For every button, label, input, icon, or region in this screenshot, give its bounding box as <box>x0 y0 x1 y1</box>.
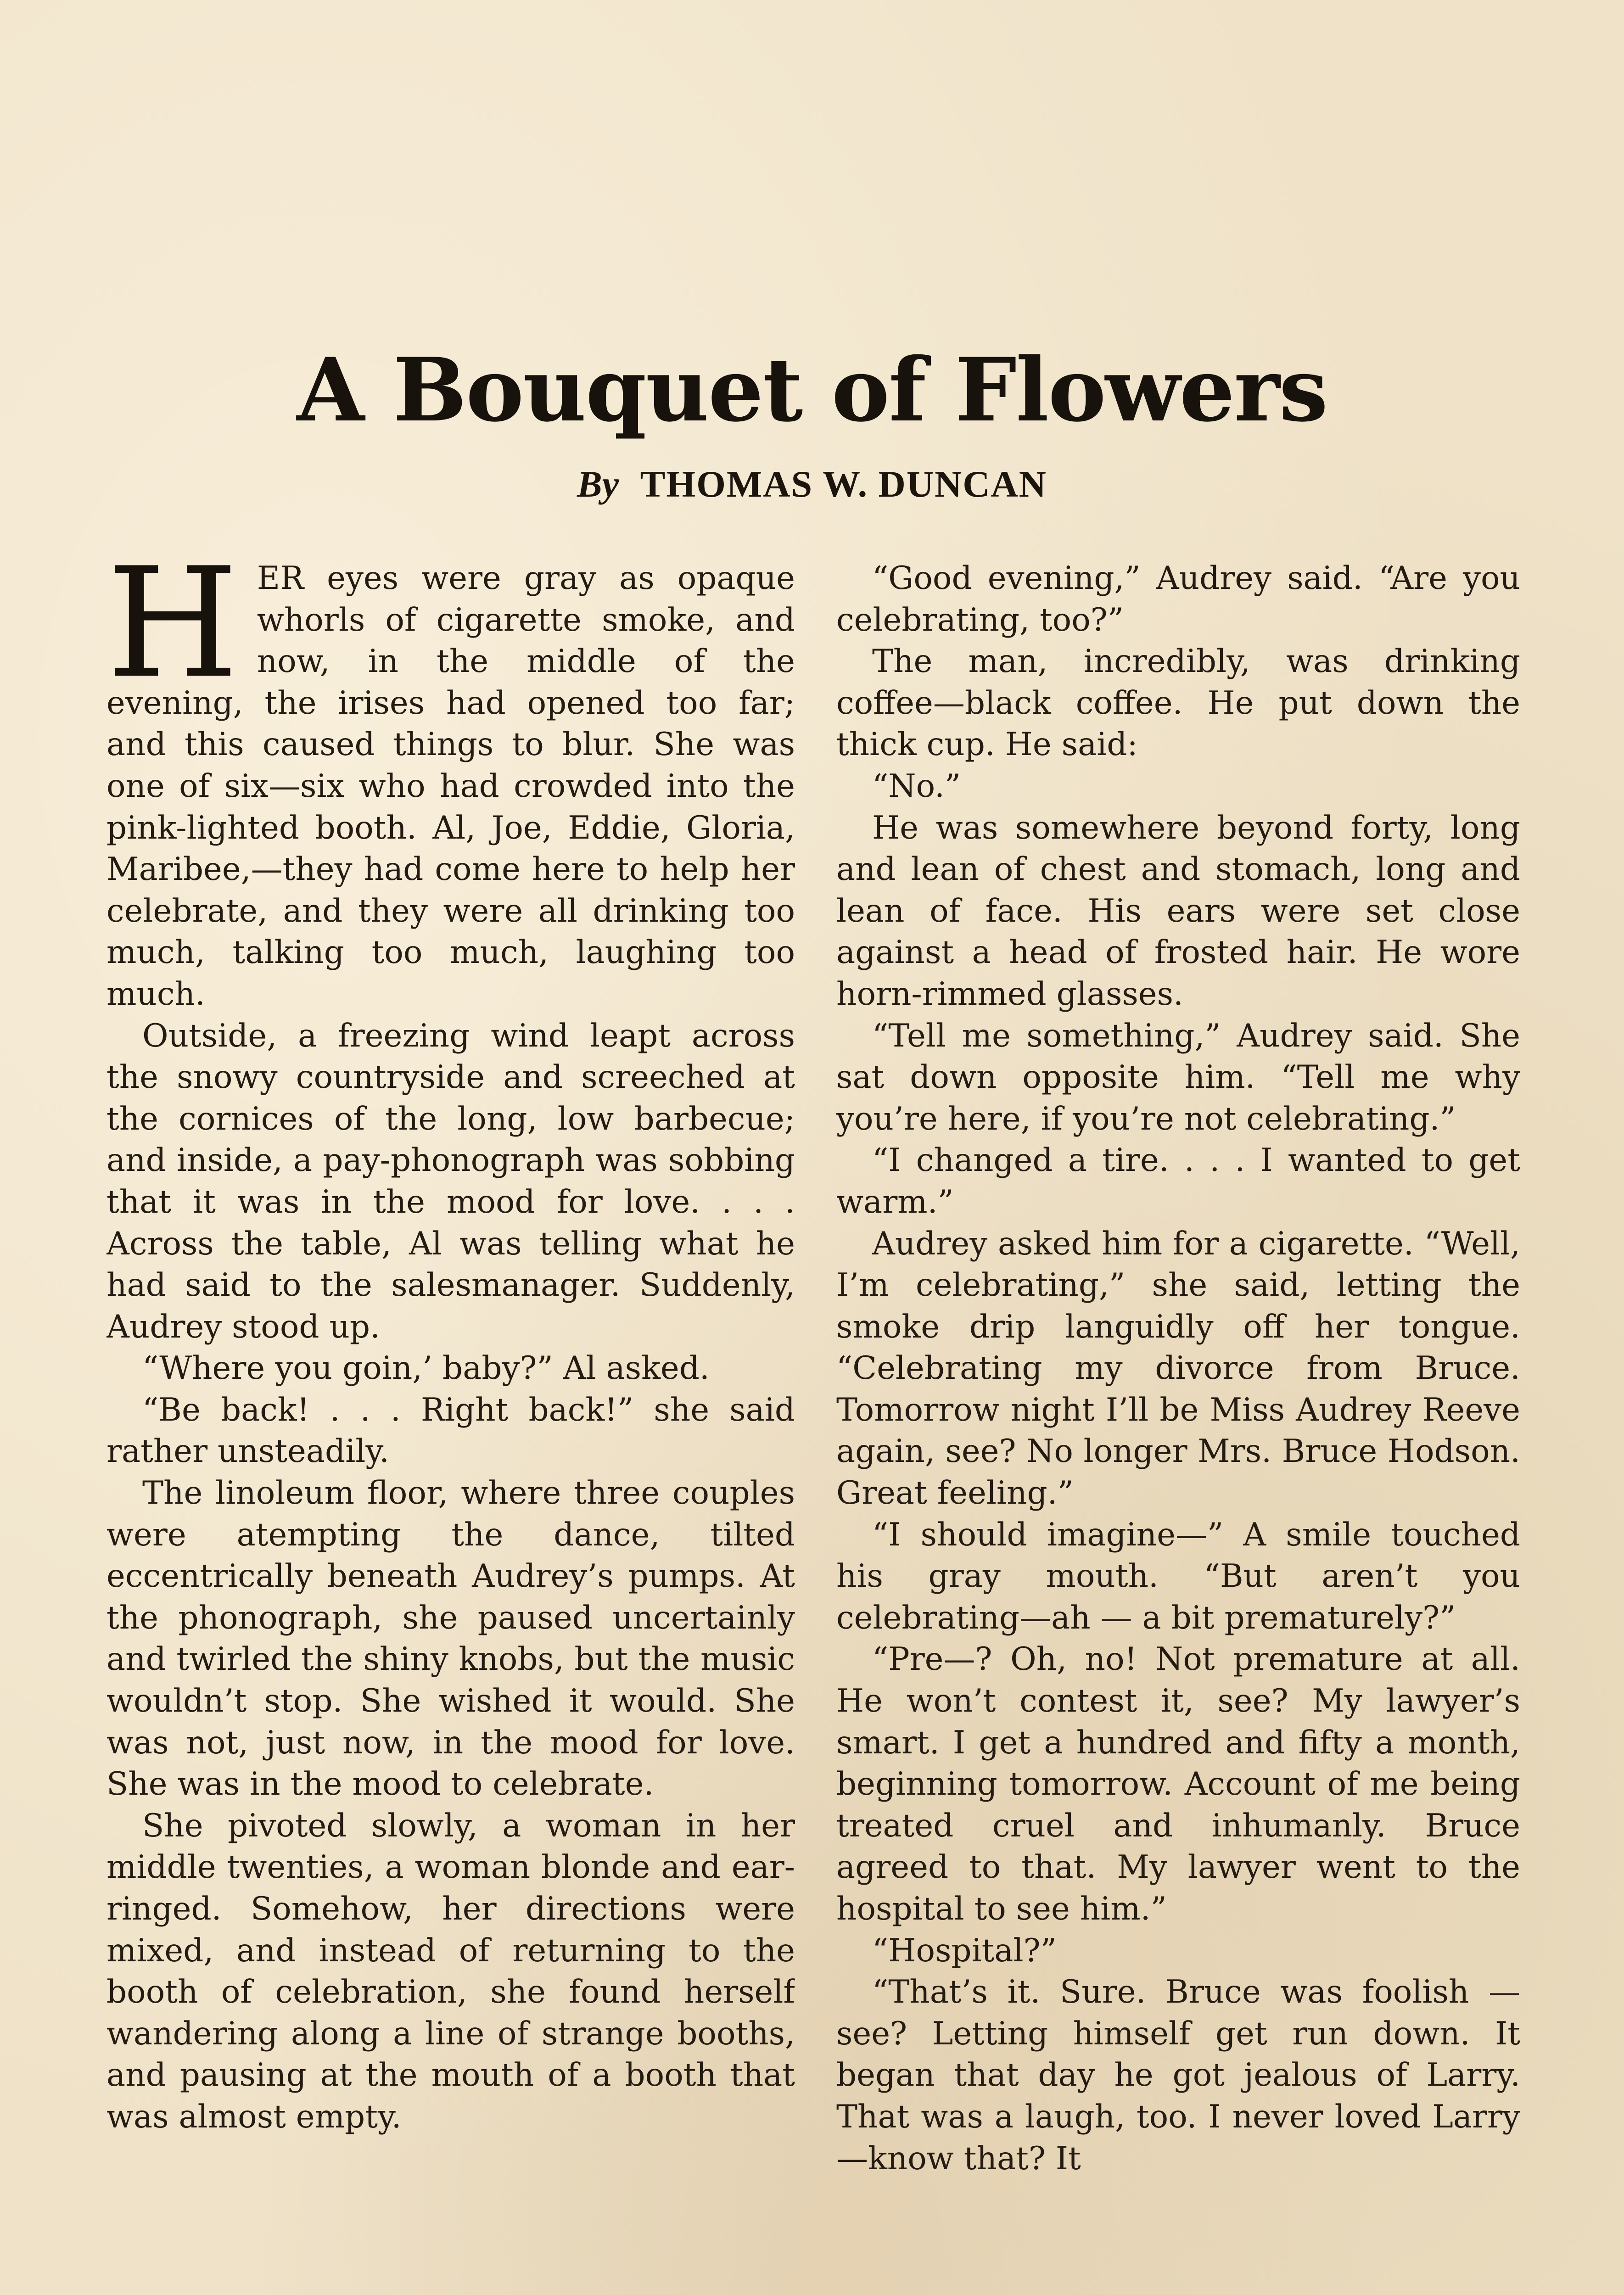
text-column-right <box>836 558 1520 2295</box>
paragraph: “Where you goin,’ baby?” Al asked. <box>142 1350 710 1387</box>
paragraph: “Pre—? Oh, no! Not premature at all. He won’t contest it, see? My lawyer’s smart. I get a hundred and fifty a month, beginning tomorrow. Account of me being treated cruel and inhumanly. Bruce agreed to that. My lawyer went to the hospital to see him.” <box>836 1641 1520 1927</box>
paragraph: “Hospital?” <box>872 1932 1057 1969</box>
paragraph: The man, incredibly, was drinking coffee—black coffee. He put down the thick cup. He said: <box>836 643 1520 763</box>
paragraph: “No.” <box>872 767 961 805</box>
paragraph: The linoleum floor, where three couples were atempting the dance, tilted eccentrically beneath Audrey’s pumps. At the phonograph, she paused uncertainly and twirled the shiny knobs, but the music wouldn’t stop. She wished it would. She was not, just now, in the mood for love. She was in the mood to celebrate. <box>106 1475 795 1803</box>
author-name: THOMAS W. DUNCAN <box>640 463 1047 505</box>
byline <box>0 461 1624 507</box>
paragraph: She pivoted slowly, a woman in her middle twenties, a woman blonde and ear-ringed. Somehow, her directions were mixed, and instead of returning to the booth of celebration, she found herself wandering along a line of strange booths, and pausing at the mouth of a booth that was almost empty. <box>106 1807 795 2135</box>
paragraph: “Good evening,” Audrey said. “Are you celebrating, too?” <box>836 560 1520 638</box>
text-column-left <box>106 558 795 2295</box>
paragraph: “I changed a tire. . . . I wanted to get warm.” <box>836 1142 1520 1220</box>
paragraph: “That’s it. Sure. Bruce was foolish — see? Letting himself get run down. It began that day he got jealous of Larry. That was a laugh, too. I never loved Larry—know that? It <box>836 1974 1520 2177</box>
paragraph <box>106 558 795 1015</box>
story-title: A Bouquet of Flowers <box>297 339 1327 441</box>
paragraph: “Be back! . . . Right back!” she said rather unsteadily. <box>106 1391 795 1470</box>
byline-prefix: By <box>577 463 619 505</box>
paragraph: “I should imagine—” A smile touched his gray mouth. “But aren’t you celebrating—ah — a bit prematurely?” <box>836 1516 1520 1636</box>
paragraph: Outside, a freezing wind leapt across the snowy countryside and screeched at the cornices of the long, low barbecue; and inside, a pay-phonograph was sobbing that it was in the mood for love. . . . Across the table, Al was telling what he had said to the salesmanager. Suddenly, Audrey stood up. <box>106 1017 795 1345</box>
paragraph: Audrey asked him for a cigarette. “Well, I’m celebrating,” she said, letting the smoke drip languidly off her tongue. “Celebrating my divorce from Bruce. Tomorrow night I’ll be Miss Audrey Reeve again, see? No longer Mrs. Bruce Hodson. Great feeling.” <box>836 1225 1520 1512</box>
drop-cap: H <box>106 558 239 711</box>
paragraph: He was somewhere beyond forty, long and lean of chest and stomach, long and lean of face. His ears were set close against a head of frosted hair. He wore horn-rimmed glasses. <box>836 809 1520 1013</box>
paragraph-text: ER eyes were gray as opaque whorls of cigarette smoke, and now, in the middle of the evening, the irises had opened too far; and this caused things to blur. She was one of six—six who had crowded into the pink-lighted booth. Al, Joe, Eddie, Gloria, Maribee,—they had come here to help her celebrate, and they were all drinking too much, talking too much, laughing too much. <box>106 560 795 1013</box>
paragraph: “Tell me something,” Audrey said. She sat down opposite him. “Tell me why you’re here, if you’re not celebrating.” <box>836 1017 1520 1137</box>
